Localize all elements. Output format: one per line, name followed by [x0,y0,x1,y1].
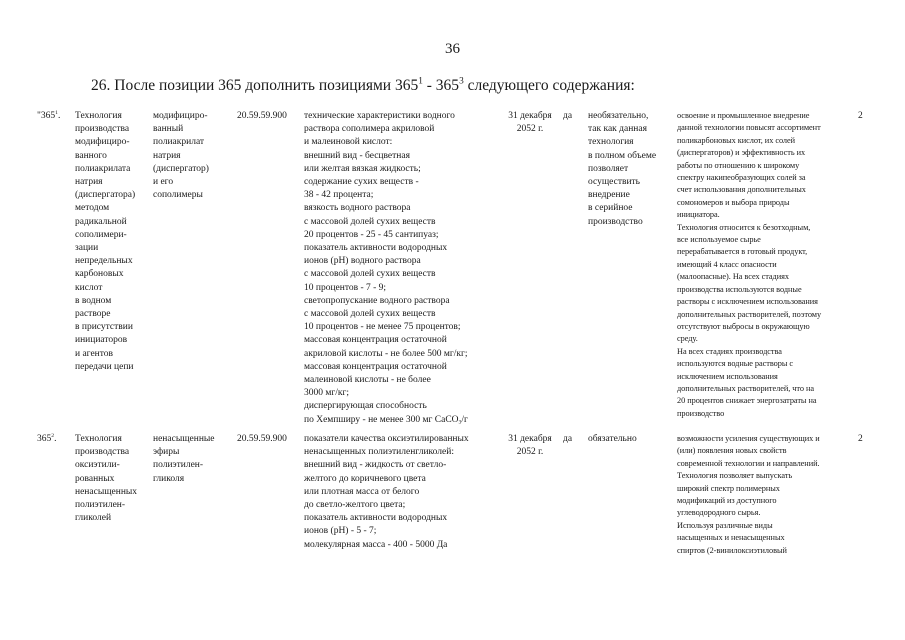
text-line: или желтая вязкая жидкость; [304,163,421,174]
text-line: дополнительных растворителей, поэтому [677,309,822,319]
text-line: или плотная масса от белого [304,486,420,497]
code-cell: 20.59.59.900 [237,434,287,444]
text-line: осуществить [588,177,641,188]
text-line: с массовой долей сухих веществ [304,216,436,227]
notes-cell [677,110,821,420]
requirement-cell [588,110,656,229]
text-line: передачи цепи [75,361,134,372]
section-heading [91,77,635,95]
text-line: светопропускание водного раствора [304,295,450,306]
text-line: с массовой долей сухих веществ [304,309,436,320]
text-line: Технология относится к безотходным, [677,222,811,232]
text-line: оксиэтили- [75,460,120,471]
text-line: исключением использования [677,371,778,381]
characteristics-last-sub: 3 [458,419,462,426]
text-line: Технология [75,111,122,121]
position-number [37,433,56,446]
text-line: натрия [153,150,181,161]
text-line: Используя различные виды [677,520,773,530]
text-line: в водном [75,295,112,306]
text-line: показатель активности водородных [304,243,448,254]
characteristics-last-text: по Хемпширу - не менее 300 мг СаСО [304,414,459,425]
text-line: производства [75,447,130,458]
text-line: широкий спектр полимерных [677,483,780,493]
notes-cell [677,433,820,557]
requirement-cell [588,433,637,446]
text-line: перерабатывается в готовый продукт, [677,247,808,257]
text-line: молекулярная масса - 400 - 5000 Да [304,539,448,550]
text-line: ионов (рН) - 5 - 7; [304,526,377,537]
text-line: спектру накипеобразующих солей за [677,173,806,183]
text-line: гликолей [75,513,112,524]
text-line: растворы с исключением использования [677,297,818,307]
text-line: полиэтилен- [75,500,126,511]
text-line: зации [75,243,99,254]
characteristics-last-suffix: /г [461,414,468,425]
page-number: 36 [445,41,460,57]
text-line: в присутствии [75,322,133,333]
technology-cell [75,433,137,525]
text-line: 10 процентов - 7 - 9; [304,282,387,293]
position-suffix: . [54,434,57,444]
heading-text-before: 26. После позиции 365 дополнить позициями 365 [91,77,419,94]
text-line: производство [677,408,725,418]
text-line: ненасыщенных полиэтиленгликолей: [304,447,454,458]
product-cell [153,110,209,202]
text-line: с массовой долей сухих веществ [304,269,436,280]
text-line: производство [588,216,643,227]
text-line: обязательно [588,434,637,444]
text-line: в полном объеме [588,150,657,161]
text-line: радикальной [75,216,127,227]
text-line: освоение и промышленное внедрение [677,111,810,120]
text-line: полиэтилен- [153,460,204,471]
text-line: (или) появления новых свойств [677,446,787,456]
text-line: 31 декабря [508,111,552,121]
text-line: ионов (рН) водного раствора [304,256,421,267]
characteristics-lines [304,110,468,414]
text-line: полиакрилат [153,137,205,148]
text-line: содержание сухих веществ - [304,177,419,188]
text-line: методом [75,203,110,214]
text-line: карбоновых [75,269,124,280]
text-line: все используемое сырье [677,235,761,245]
last-column-cell: 2 [858,434,863,444]
text-line: ванного [75,150,107,161]
text-line: (диспергатор) [153,163,209,174]
text-line: 10 процентов - не менее 75 процентов; [304,322,461,333]
text-line: внешний вид - бесцветная [304,150,410,161]
text-line: производства используются водные [677,284,802,294]
text-line: внедрение [588,190,630,201]
text-line: Технология позволяет выпускать [677,471,793,481]
text-line: ненасыщенные [153,434,215,444]
text-line: вязкость водного раствора [304,203,411,214]
text-line: Технология [75,434,122,444]
text-line: модифициро- [75,137,130,148]
text-line: отсутствуют выбросы в окружающую [677,321,810,331]
text-line: 31 декабря [508,434,552,444]
heading-sup-1: 1 [418,76,423,87]
text-line: инициаторов [75,335,128,346]
position-sup: 2 [51,433,55,440]
text-line: работы по отношению к широкому [677,160,800,170]
date-cell [507,433,553,459]
text-line: имеющий 4 класс опасности [677,259,777,269]
text-line: малеиновой кислоты - не более [304,375,431,386]
heading-text-after: следующего содержания: [463,77,635,94]
text-line: и агентов [75,348,114,359]
position-number [37,110,60,123]
text-line: 2052 г. [516,124,544,135]
text-line: 20 процентов снижает энергозатраты на [677,396,817,406]
text-line: инициатора. [677,210,720,220]
date-cell [507,110,553,136]
text-line: ненасыщенных [75,486,138,497]
position-suffix: . [57,111,61,121]
last-column-cell: 2 [858,111,863,121]
text-line: кислот [75,282,103,293]
text-line: 2052 г. [516,447,544,458]
flag-cell: да [563,111,573,121]
heading-sup-2: 3 [459,76,464,87]
text-line: и малеиновой кислот: [304,137,393,148]
text-line: сомономеров и выбора природы [677,197,790,207]
text-line: данной технологии повысят ассортимент [677,123,821,133]
text-line: полиакрилата [75,163,131,174]
code-cell: 20.59.59.900 [237,111,287,121]
text-line: растворе [75,309,111,320]
text-line: непредельных [75,256,133,267]
text-line: 38 - 42 процента; [304,190,374,201]
text-line: акриловой кислоты - не более 500 мг/кг; [304,348,468,359]
text-line: гликоля [153,473,185,484]
text-line: сополимери- [75,229,127,240]
text-line: производства [75,124,130,135]
text-line: (малоопасные). На всех стадиях [677,272,789,282]
text-line: На всех стадиях производства [677,346,782,356]
position-sup: 1 [55,110,58,117]
text-line: желтого до коричневого цвета [304,473,426,484]
text-line: насыщенных и ненасыщенных [677,533,785,543]
text-line: дополнительных растворителей, что на [677,383,815,393]
text-line: в серийное [588,203,633,214]
text-line: и его [153,177,174,188]
flag-cell: да [563,434,573,444]
text-line: 20 процентов - 25 - 45 сантипуаз; [304,229,439,240]
text-line: технология [588,137,634,148]
technology-cell [75,110,135,374]
text-line: эфиры [153,447,180,458]
text-line: массовая концентрация остаточной [304,335,447,346]
text-line: массовая концентрация остаточной [304,361,447,372]
text-line: технические характеристики водного [304,111,455,121]
text-line: натрия [75,177,103,188]
text-line: ванный [153,124,184,135]
text-line: модифициро- [153,111,208,121]
text-line: до светло-желтого цвета; [304,500,406,511]
position-prefix: 365 [37,434,52,444]
text-line: среду. [677,334,698,344]
characteristics-last-line [304,414,468,427]
text-line: показатели качества оксиэтилированных [304,434,469,444]
text-line: углеводородного сырья. [677,508,761,518]
text-line: раствора сополимера акриловой [304,124,435,135]
text-line: современной технологии и направлений. [677,458,820,468]
text-line: внешний вид - жидкость от светло- [304,460,447,471]
text-line: возможности усиления существующих и [677,434,820,443]
text-line: необязательно, [588,111,649,121]
text-line: так как данная [588,124,647,135]
text-line: диспергирующая способность [304,401,427,412]
product-cell [153,433,215,486]
text-line: спиртов (2-винилоксиэтиловый [677,545,787,555]
text-line: поликарбоновых кислот, их солей [677,135,796,145]
text-line: 3000 мг/кг; [304,388,350,399]
text-line: сополимеры [153,190,203,201]
text-line: показатель активности водородных [304,513,448,524]
characteristics-cell [304,433,469,552]
text-line: позволяет [588,163,629,174]
characteristics-cell [304,110,468,427]
text-line: рованных [75,473,115,484]
heading-mid: - 365 [422,77,460,94]
text-line: (диспергаторов) и эффективность их [677,148,806,158]
text-line: используются водные растворы с [677,359,794,369]
text-line: модификаций из доступного [677,496,777,506]
text-line: счет использования дополнительных [677,185,806,195]
position-prefix: "365 [37,111,56,121]
text-line: (диспергатора) [75,190,136,201]
